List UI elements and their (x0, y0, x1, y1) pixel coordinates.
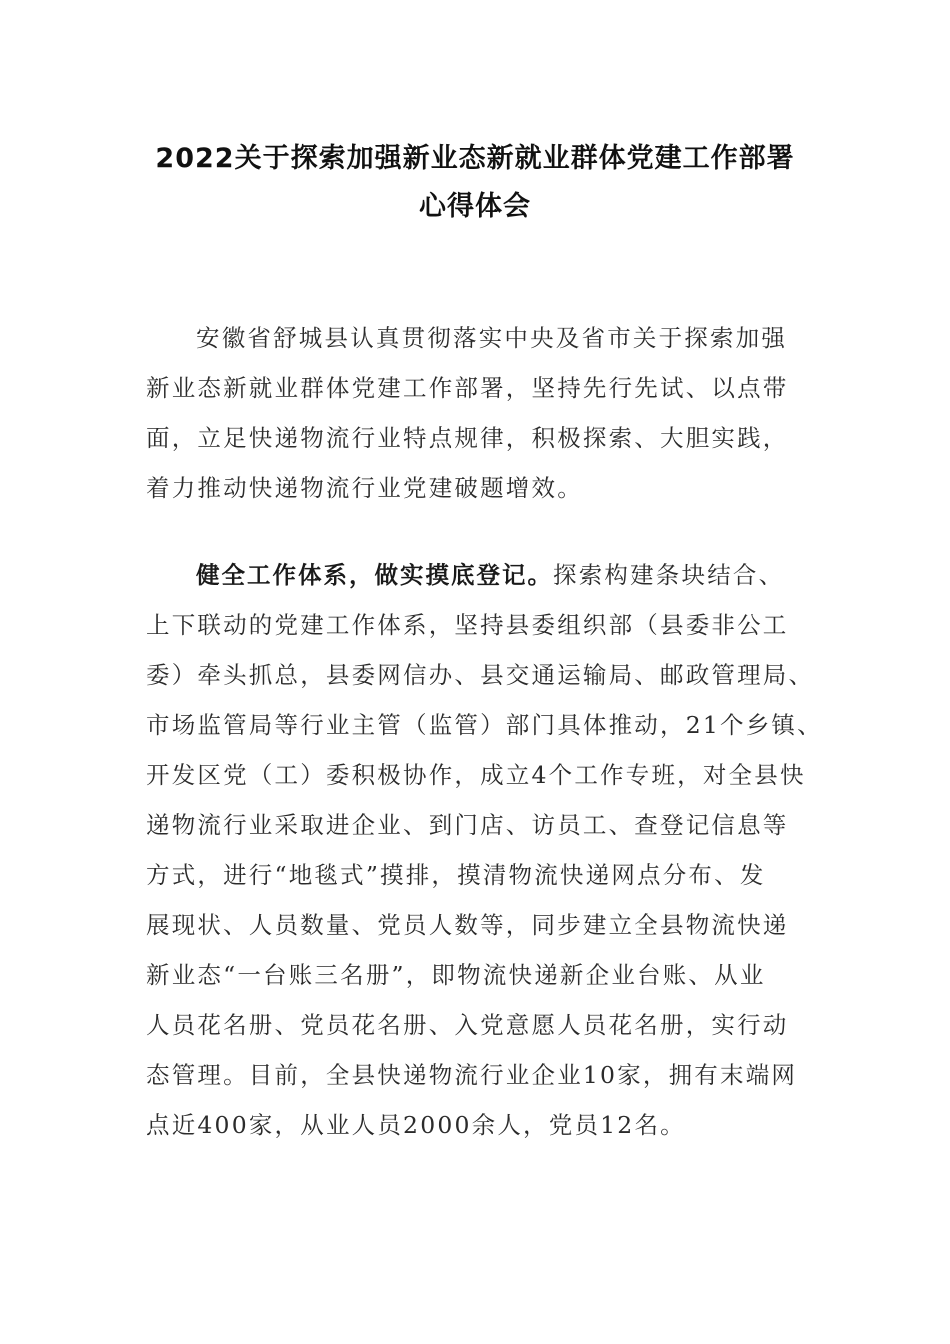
paragraph-2-line-1 (196, 560, 784, 590)
paragraph-2-line-3: 委）牵头抓总，县委网信办、县交通运输局、邮政管理局、 (146, 661, 815, 689)
paragraph-2-line-5: 开发区党（工）委积极协作，成立4个工作专班，对全县快 (146, 761, 806, 789)
paragraph-1-line-3: 面，立足快递物流行业特点规律，积极探索、大胆实践， (146, 424, 789, 452)
paragraph-1-line-2: 新业态新就业群体党建工作部署，坚持先行先试、以点带 (146, 374, 789, 402)
paragraph-2-line-10: 人员花名册、党员花名册、入党意愿人员花名册，实行动 (146, 1011, 789, 1039)
paragraph-2-line-11: 态管理。目前，全县快递物流行业企业10家，拥有末端网 (146, 1061, 798, 1089)
paragraph-2-line-1-text: 探索构建条块结合、 (553, 561, 785, 589)
paragraph-1-line-1: 安徽省舒城县认真贯彻落实中央及省市关于探索加强 (196, 324, 788, 352)
document-title-line-2: 心得体会 (419, 191, 531, 222)
paragraph-2-line-2: 上下联动的党建工作体系，坚持县委组织部（县委非公工 (146, 611, 789, 639)
paragraph-2-line-7: 方式，进行“地毯式”摸排，摸清物流快递网点分布、发 (146, 861, 766, 889)
paragraph-2-heading: 健全工作体系，做实摸底登记。 (196, 561, 553, 589)
paragraph-2-line-12: 点近400家，从业人员2000余人，党员12名。 (146, 1111, 686, 1139)
paragraph-1-line-4: 着力推动快递物流行业党建破题增效。 (146, 474, 583, 502)
paragraph-2-line-4: 市场监管局等行业主管（监管）部门具体推动，21个乡镇、 (146, 711, 823, 739)
paragraph-2-line-8: 展现状、人员数量、党员人数等，同步建立全县物流快递 (146, 911, 789, 939)
document-title-line-1: 2022关于探索加强新业态新就业群体党建工作部署 (155, 143, 795, 174)
paragraph-2-line-9: 新业态“一台账三名册”，即物流快递新企业台账、从业 (146, 961, 766, 989)
paragraph-2-line-6: 递物流行业采取进企业、到门店、访员工、查登记信息等 (146, 811, 789, 839)
